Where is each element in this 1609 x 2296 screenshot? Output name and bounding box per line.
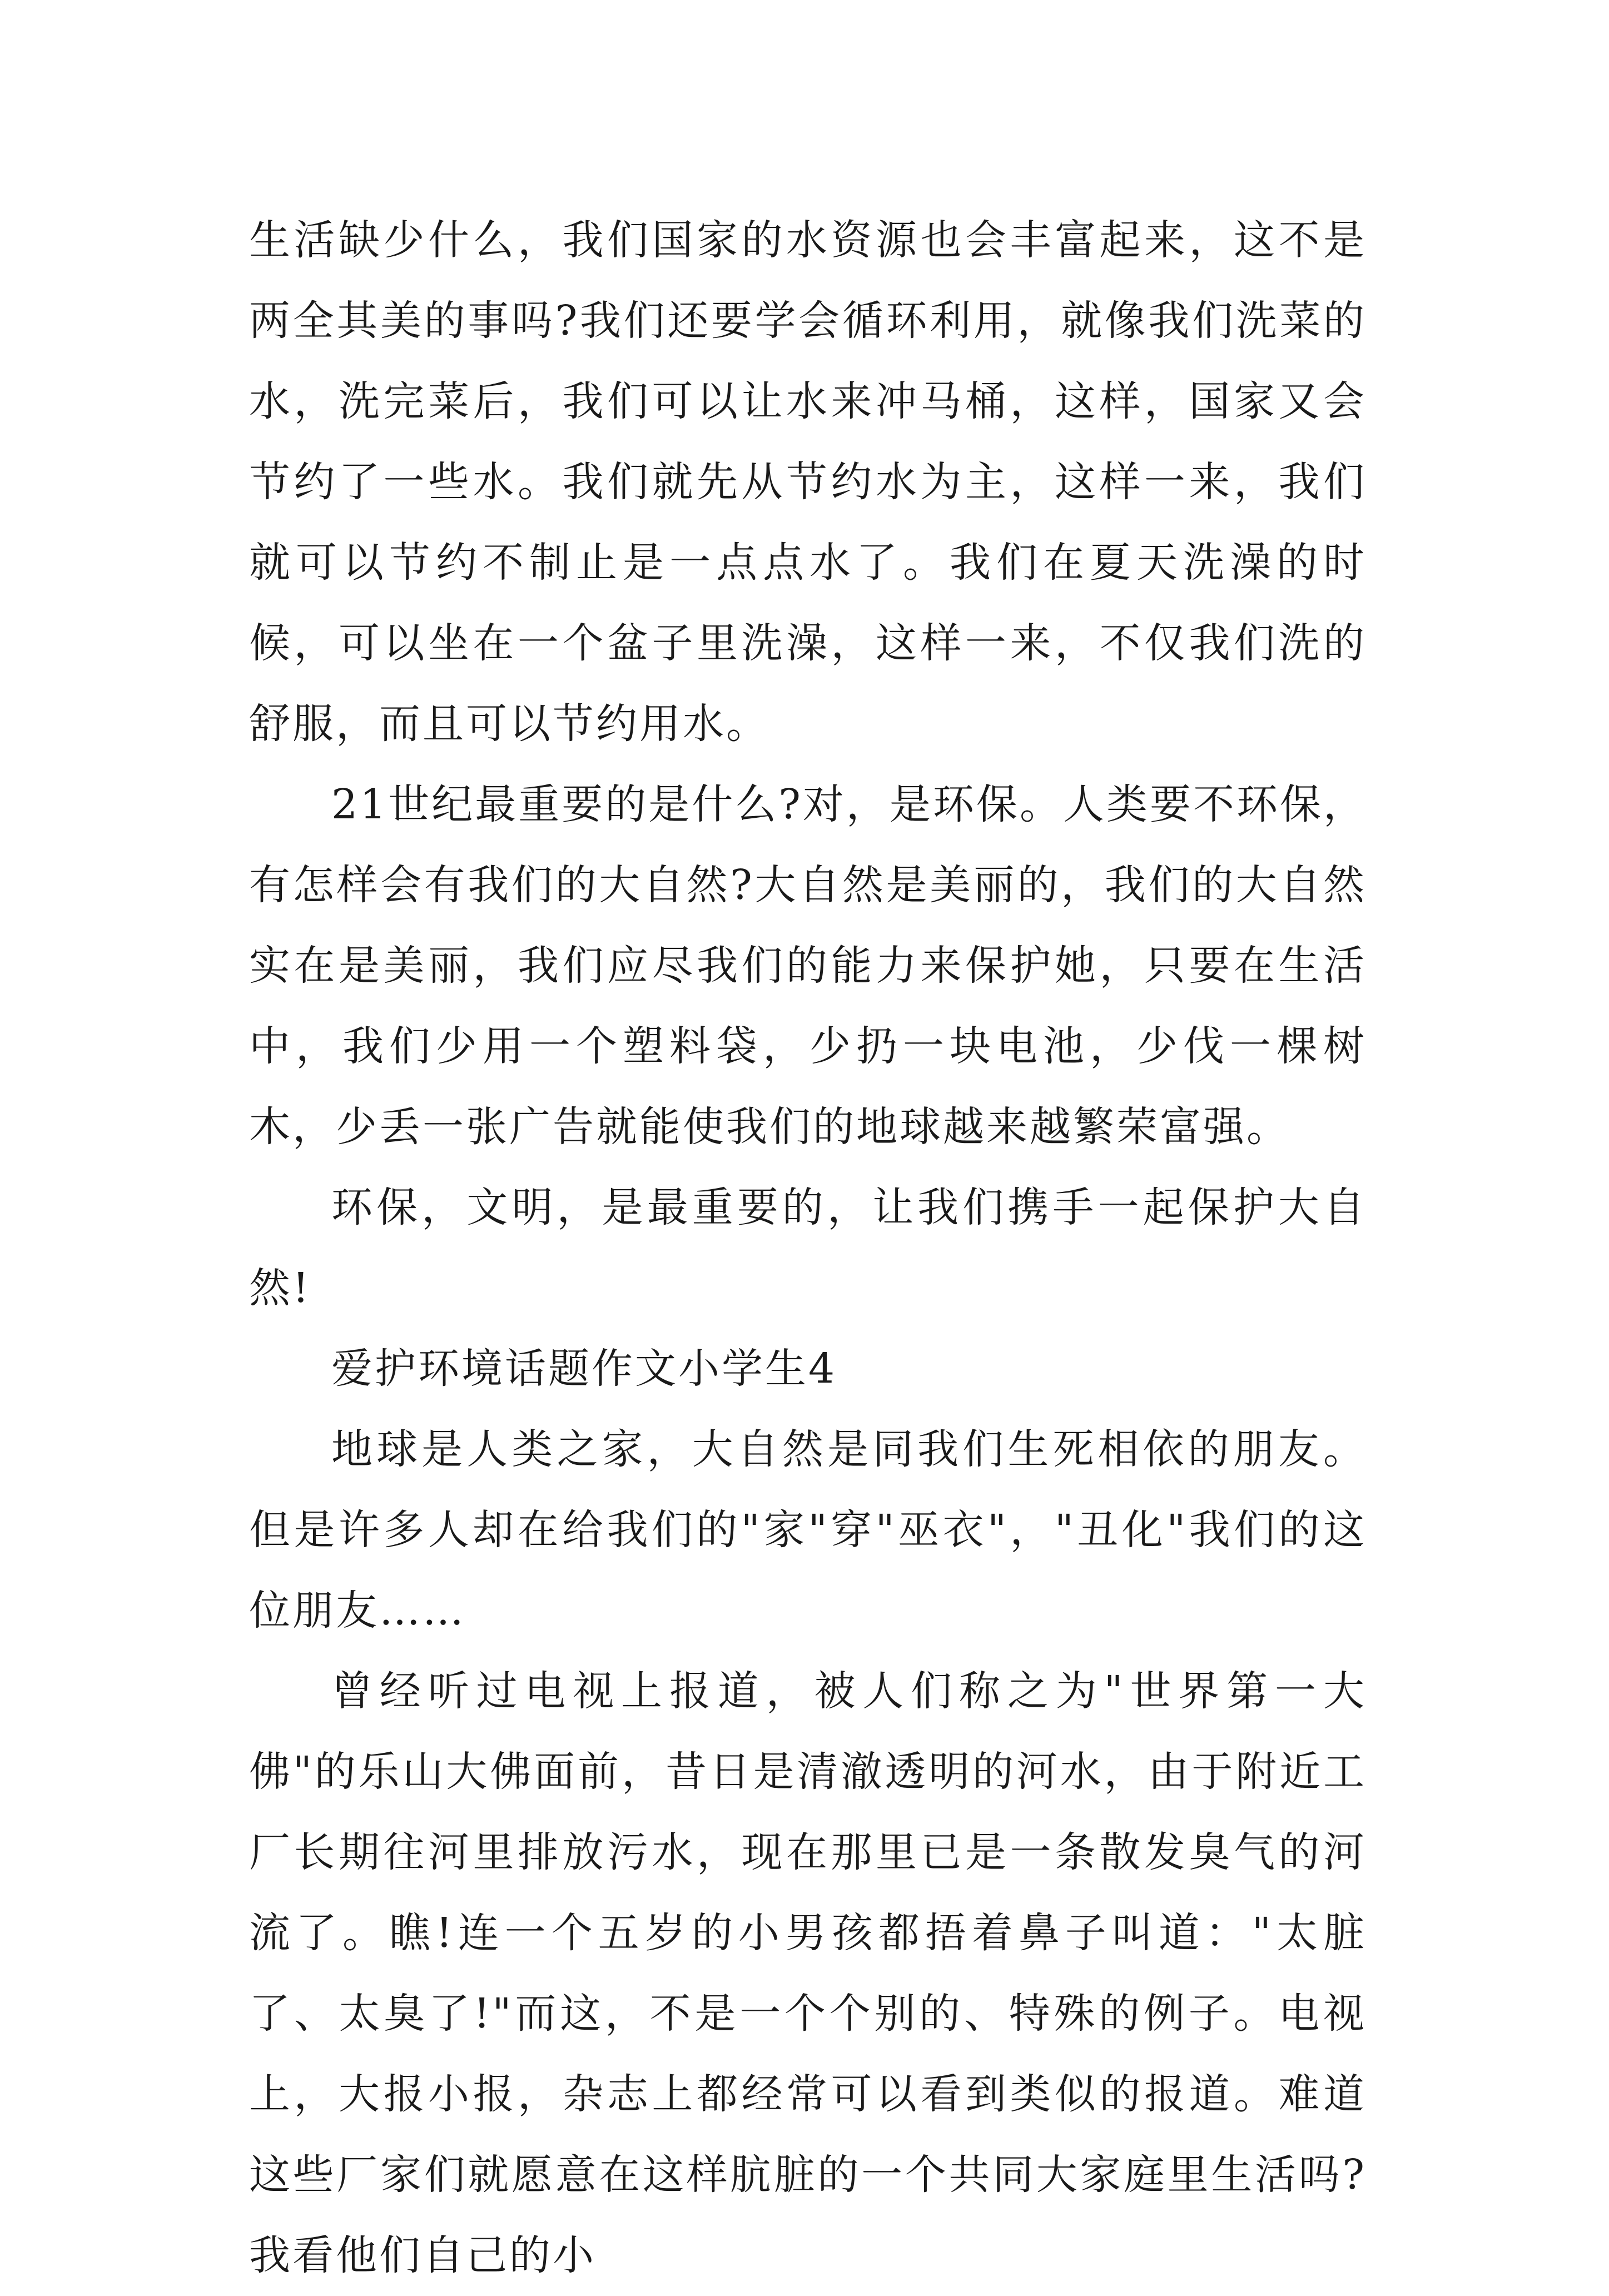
paragraph-5: 曾经听过电视上报道，被人们称之为"世界第一大佛"的乐山大佛面前，昔日是清澈透明的河水，由于附近工厂长期往河里排放污水，现在那里已是一条散发臭气的河流了。瞧!连一个五岁的小男孩都捂着鼻子叫道："太脏了、太臭了!"而这，不是一个个别的、特殊的例子。电视上，大报小报，杂志上都经常可以看到类似的报道。难道这些厂家们就愿意在这样肮脏的一个共同大家庭里生活吗?我看他们自己的小 bbox=[249, 1667, 1367, 2279]
paragraph-2: 21世纪最重要的是什么?对，是环保。人类要不环保，有怎样会有我们的大自然?大自然是美丽的，我们的大自然实在是美丽，我们应尽我们的能力来保护她，只要在生活中，我们少用一个塑料袋，少扔一块电池，少伐一棵树木，少丢一张广告就能使我们的地球越来越繁荣富强。 bbox=[249, 781, 1367, 1151]
section-heading: 爱护环境话题作文小学生4 bbox=[331, 1345, 837, 1393]
paragraph-3: 环保，文明，是最重要的，让我们携手一起保护大自然! bbox=[249, 1184, 1367, 1312]
document-body bbox=[249, 200, 1367, 2296]
paragraph-1: 生活缺少什么，我们国家的水资源也会丰富起来，这不是两全其美的事吗?我们还要学会循环利用，就像我们洗菜的水，洗完菜后，我们可以让水来冲马桶，这样，国家又会节约了一些水。我们就先从节约水为主，这样一来，我们就可以节约不制止是一点点水了。我们在夏天洗澡的时候，可以坐在一个盆子里洗澡，这样一来，不仅我们洗的舒服，而且可以节约用水。 bbox=[249, 216, 1367, 748]
paragraph-4: 地球是人类之家，大自然是同我们生死相依的朋友。但是许多人却在给我们的"家"穿"巫衣"，"丑化"我们的这位朋友…… bbox=[249, 1425, 1367, 1634]
